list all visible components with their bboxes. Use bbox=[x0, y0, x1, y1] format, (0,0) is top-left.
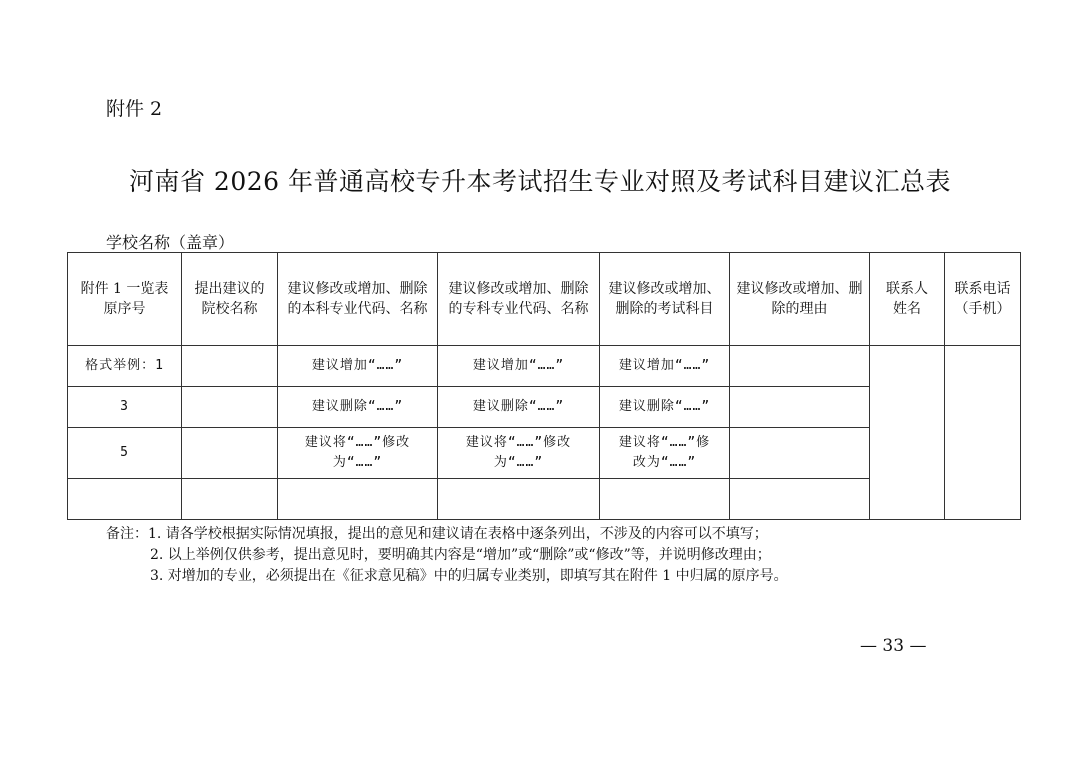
undergrad-cell bbox=[278, 479, 438, 520]
undergrad-cell: 建议将“……”修改 为“……” bbox=[278, 428, 438, 479]
header-cell: 建议修改或增加、删除 的本科专业代码、名称 bbox=[278, 253, 438, 346]
note-item: 2. 以上举例仅供参考，提出意见时，要明确其内容是“增加”或“删除”或“修改”等，并说明修改理由； bbox=[150, 547, 771, 563]
page-number: — 33 — bbox=[860, 636, 927, 656]
summary-table bbox=[67, 252, 1021, 520]
table-header-row bbox=[68, 253, 1021, 346]
header-cell: 附件 1 一览表 原序号 bbox=[68, 253, 182, 346]
seq-cell: 格式举例：1 bbox=[68, 346, 182, 387]
school-cell bbox=[182, 479, 278, 520]
contact-phone-cell bbox=[945, 346, 1021, 520]
college-cell: 建议将“……”修改 为“……” bbox=[438, 428, 600, 479]
contact-name-cell bbox=[870, 346, 945, 520]
school-name-blank bbox=[236, 234, 498, 253]
school-cell bbox=[182, 346, 278, 387]
seq-cell: 5 bbox=[68, 428, 182, 479]
note-item: 3. 对增加的专业，必须提出在《征求意见稿》中的归属专业类别，即填写其在附件 1 中归属的原序号。 bbox=[150, 568, 788, 584]
school-cell bbox=[182, 428, 278, 479]
table-row bbox=[68, 346, 1021, 387]
subject-cell: 建议增加“……” bbox=[600, 346, 730, 387]
reason-cell bbox=[730, 479, 870, 520]
school-cell bbox=[182, 387, 278, 428]
document-title: 河南省 2026 年普通高校专升本考试招生专业对照及考试科目建议汇总表 bbox=[128, 167, 952, 196]
seq-cell bbox=[68, 479, 182, 520]
header-cell: 提出建议的 院校名称 bbox=[182, 253, 278, 346]
school-name-field bbox=[106, 230, 498, 253]
reason-cell bbox=[730, 428, 870, 479]
undergrad-cell: 建议删除“……” bbox=[278, 387, 438, 428]
note-item: 备注：1. 请各学校根据实际情况填报，提出的意见和建议请在表格中逐条列出，不涉及的内容可以不填写； bbox=[106, 526, 768, 542]
college-cell: 建议删除“……” bbox=[438, 387, 600, 428]
college-cell: 建议增加“……” bbox=[438, 346, 600, 387]
subject-cell: 建议将“……”修 改为“……” bbox=[600, 428, 730, 479]
header-cell: 建议修改或增加、 删除的考试科目 bbox=[600, 253, 730, 346]
seq-cell: 3 bbox=[68, 387, 182, 428]
notes bbox=[106, 524, 788, 587]
subject-cell bbox=[600, 479, 730, 520]
attachment-label: 附件 2 bbox=[106, 98, 163, 120]
header-cell: 联系电话 （手机） bbox=[945, 253, 1021, 346]
header-cell: 建议修改或增加、删除 的专科专业代码、名称 bbox=[438, 253, 600, 346]
header-cell: 建议修改或增加、删 除的理由 bbox=[730, 253, 870, 346]
reason-cell bbox=[730, 387, 870, 428]
undergrad-cell: 建议增加“……” bbox=[278, 346, 438, 387]
header-cell: 联系人 姓名 bbox=[870, 253, 945, 346]
subject-cell: 建议删除“……” bbox=[600, 387, 730, 428]
college-cell bbox=[438, 479, 600, 520]
reason-cell bbox=[730, 346, 870, 387]
school-name-label: 学校名称（盖章） bbox=[106, 233, 235, 252]
